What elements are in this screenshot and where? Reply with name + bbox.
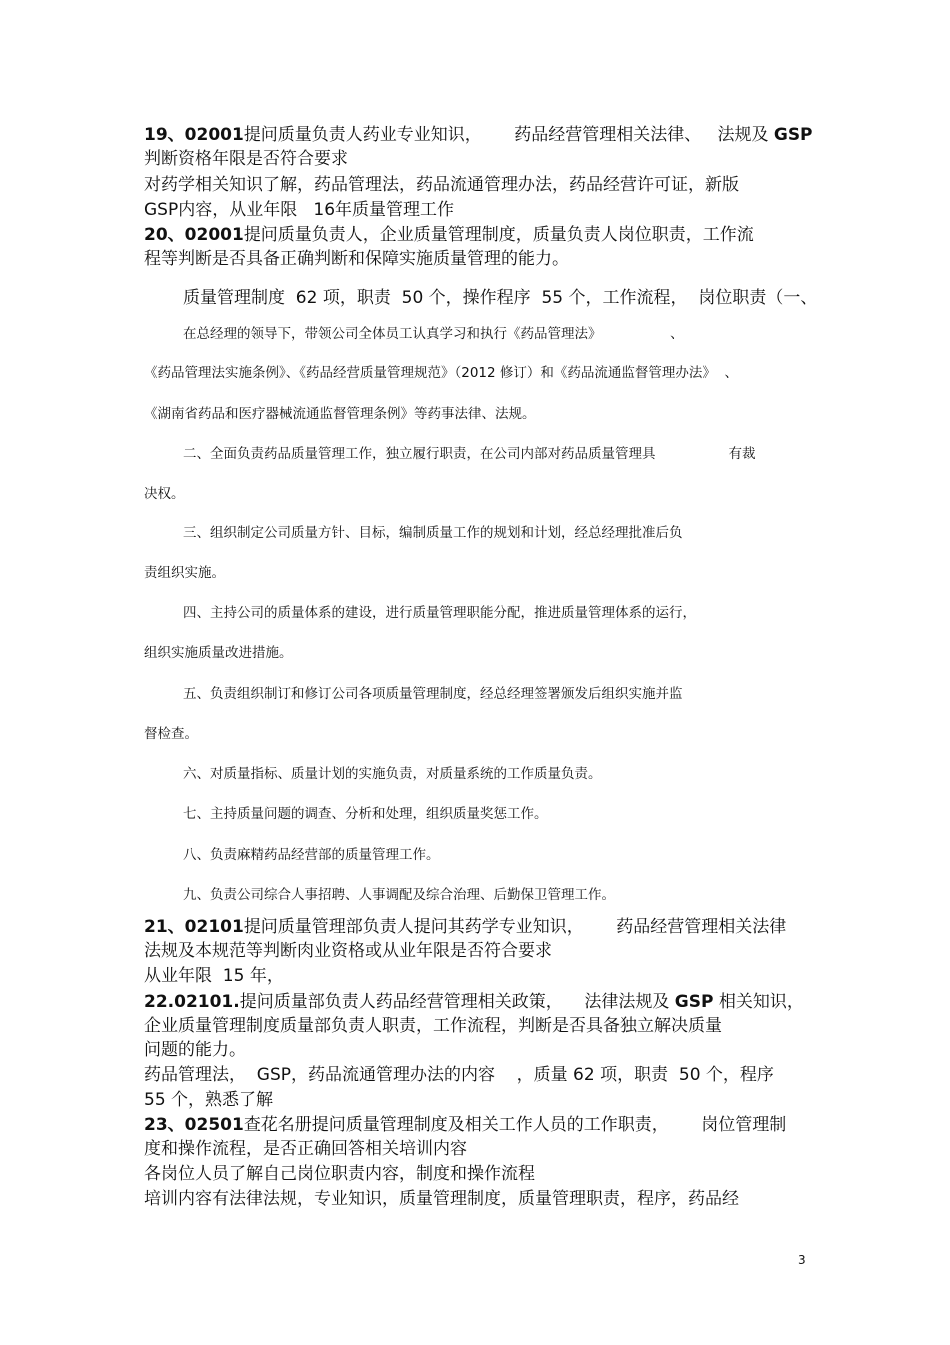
duty-5-line-1 <box>183 682 683 702</box>
item-20-line-1 <box>144 220 754 245</box>
duty-4-line-1 <box>183 601 696 621</box>
answer-text: 药品管理法， GSP，药品流通管理办法的内容 ，质量 62 项，职责 50 个，程序 <box>144 1065 774 1085</box>
answer-23-line-1 <box>144 1159 535 1184</box>
item-number: 21、02101 <box>144 917 244 937</box>
item-text-bold: GSP <box>773 125 813 145</box>
answer-19-line-2 <box>144 195 454 220</box>
duty-2-line-2 <box>144 482 185 502</box>
item-text-bold: GSP <box>674 992 714 1012</box>
duty-6 <box>183 762 602 782</box>
item-22-line-2 <box>144 1011 722 1036</box>
answer-text: 培训内容有法律法规，专业知识，质量管理制度，质量管理职责，程序，药品经 <box>144 1189 739 1209</box>
duty-text: 三、组织制定公司质量方针、目标，编制质量工作的规划和计划，经总经理批准后负 <box>183 525 683 541</box>
page-number: 3 <box>798 1253 806 1267</box>
item-text: 企业质量管理制度质量部负责人职责，工作流程，判断是否具备独立解决质量 <box>144 1016 722 1036</box>
answer-20-line-1 <box>183 283 817 308</box>
answer-text: GSP内容，从业年限 16年质量管理工作 <box>144 200 455 220</box>
duty-3-line-2 <box>144 561 225 581</box>
duty-1-line-2 <box>144 361 738 381</box>
item-number: 22.02101. <box>144 992 240 1012</box>
duty-3-line-1 <box>183 521 683 541</box>
item-text: 判断资格年限是否符合要求 <box>144 149 348 169</box>
duty-text: 《药品管理法实施条例》、《药品经营质量管理规范》（2012 修订）和《药品流通监督管理办法》 、 <box>144 365 738 381</box>
duty-1-line-1 <box>183 322 684 342</box>
item-text: 相关知识， <box>713 992 804 1012</box>
answer-23-line-2 <box>144 1184 739 1209</box>
duty-text: 六、对质量指标、质量计划的实施负责，对质量系统的工作质量负责。 <box>183 766 602 782</box>
duty-text: 《湖南省药品和医疗器械流通监督管理条例》等药事法律、法规。 <box>144 406 536 422</box>
item-text: 法规及本规范等判断肉业资格或从业年限是否符合要求 <box>144 941 552 961</box>
item-text: 查花名册提问质量管理制度及相关工作人员的工作职责， 岗位管理制 <box>243 1115 787 1135</box>
item-21-line-2 <box>144 936 552 961</box>
duty-text: 五、负责组织制订和修订公司各项质量管理制度，经总经理签署颁发后组织实施并监 <box>183 686 683 702</box>
duty-1-line-3 <box>144 402 536 422</box>
item-text: 提问质量部负责人药品经营管理相关政策， 法律法规及 <box>239 992 675 1012</box>
duty-4-line-2 <box>144 641 293 661</box>
answer-text: 从业年限 15 年， <box>144 966 284 986</box>
duty-7 <box>183 802 548 822</box>
item-number: 20、02001 <box>144 225 244 245</box>
item-20-line-2 <box>144 244 569 269</box>
duty-2-line-1 <box>183 442 755 462</box>
duty-text: 九、负责公司综合人事招聘、人事调配及综合治理、后勤保卫管理工作。 <box>183 887 615 903</box>
item-23-line-1 <box>144 1110 786 1135</box>
item-text: 提问质量负责人，企业质量管理制度，质量负责人岗位职责，工作流 <box>243 225 754 245</box>
duty-text: 八、负责麻精药品经营部的质量管理工作。 <box>183 847 440 863</box>
item-number: 23、02501 <box>144 1115 244 1135</box>
answer-text: 质量管理制度 62 项，职责 50 个，操作程序 55 个，工作流程， 岗位职责（一、 <box>183 288 818 308</box>
item-23-line-2 <box>144 1134 467 1159</box>
item-text: 提问质量管理部负责人提问其药学专业知识， 药品经营管理相关法律 <box>243 917 787 937</box>
duty-8 <box>183 843 440 863</box>
answer-22-line-2 <box>144 1085 273 1110</box>
answer-22-line-1 <box>144 1060 774 1085</box>
answer-text: 各岗位人员了解自己岗位职责内容，制度和操作流程 <box>144 1164 535 1184</box>
duty-text: 督检查。 <box>144 726 198 742</box>
duty-9 <box>183 883 615 903</box>
answer-21 <box>144 961 284 986</box>
item-19-line-2 <box>144 144 348 169</box>
item-number: 19、02001 <box>144 125 244 145</box>
item-text: 问题的能力。 <box>144 1040 246 1060</box>
answer-19-line-1 <box>144 170 739 195</box>
duty-text: 决权。 <box>144 486 185 502</box>
duty-text: 组织实施质量改进措施。 <box>144 645 293 661</box>
item-text: 度和操作流程，是否正确回答相关培训内容 <box>144 1139 467 1159</box>
answer-text: 对药学相关知识了解，药品管理法，药品流通管理办法，药品经营许可证，新版 <box>144 175 739 195</box>
item-text: 提问质量负责人药业专业知识， 药品经营管理相关法律、 法规及 <box>243 125 774 145</box>
duty-text: 七、主持质量问题的调查、分析和处理，组织质量奖惩工作。 <box>183 806 548 822</box>
item-21-line-1 <box>144 912 786 937</box>
duty-text: 四、主持公司的质量体系的建设，进行质量管理职能分配，推进质量管理体系的运行， <box>183 605 696 621</box>
duty-text: 二、全面负责药品质量管理工作，独立履行职责，在公司内部对药品质量管理具 有裁 <box>183 446 756 462</box>
item-22-line-3 <box>144 1035 246 1060</box>
duty-text: 在总经理的领导下，带领公司全体员工认真学习和执行《药品管理法》 、 <box>183 326 684 342</box>
duty-text: 责组织实施。 <box>144 565 225 581</box>
item-19-line-1 <box>144 120 813 145</box>
duty-5-line-2 <box>144 722 198 742</box>
answer-text: 55 个，熟悉了解 <box>144 1090 274 1110</box>
item-text: 程等判断是否具备正确判断和保障实施质量管理的能力。 <box>144 249 569 269</box>
item-22-line-1 <box>144 987 804 1012</box>
